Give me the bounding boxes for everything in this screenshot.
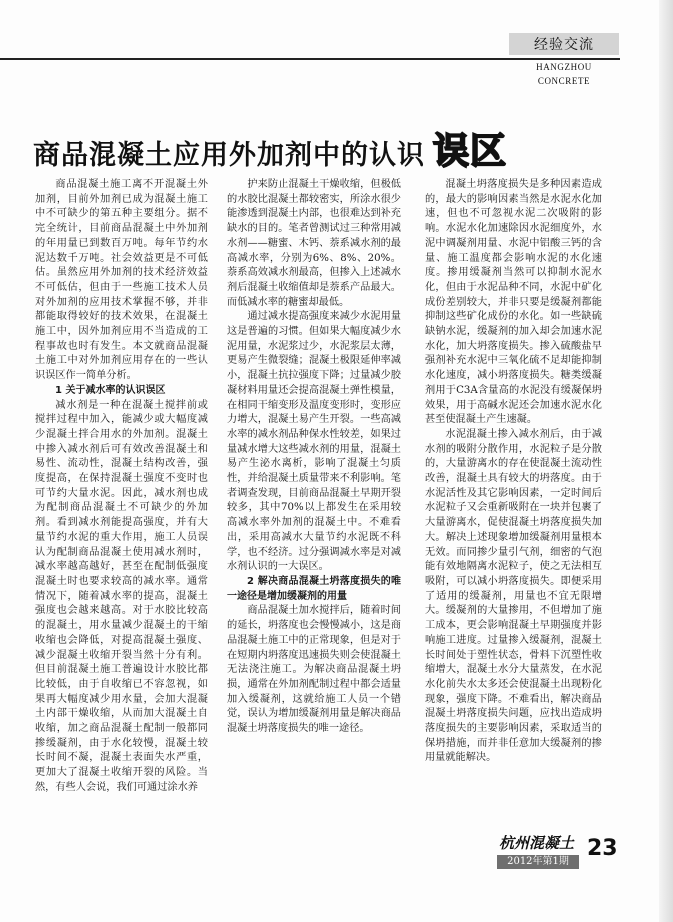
paragraph: 水泥混凝土掺入减水剂后，由于减水剂的吸附分散作用，水泥粒子是分散的，大量游离水的存在使混凝土流动性改善，混凝土具有较大的坍落度。由于水泥活性及其它影响因素，一定时间后水泥粒子又会重新吸附在一块并包裹了大量游离水，促使混凝土坍落度损失加大。解决上述现象增加缓凝剂用量根本无效。而同掺少量引气剂，细密的气泡能有效地隔离水泥粒子，使之无法相互吸附，可以减小坍落度损失。即便采用了适用的缓凝剂，用量也不宜无限增大。缓凝剂的大量掺用，不但增加了施工成本，更会影响混凝土早期强度并影响施工进度。过量掺入缓凝剂，混凝土长时间处于塑性状态，骨料下沉塑性收缩增大，混凝土水分大量蒸发，在水泥水化前失水太多还会使混凝土出现粉化现象，强度下降。不难看出，解决商品混凝土坍落度损失问题，应找出造成坍落度损失的主要影响因素，采取适当的保坍措施，而并非任意加大缓凝剂的掺用量就能解决。: [425, 428, 602, 764]
article-title-emphasis: 误区: [433, 131, 508, 172]
section-subtitle: HANGZHOU CONCRETE: [536, 62, 592, 86]
magazine-brand: 杭州混凝土: [499, 834, 575, 852]
text-column-2: [227, 178, 401, 737]
paragraph: 商品混凝土加水搅拌后，随着时间的延长，坍落度也会慢慢减小，这是商品混凝土施工中的正常现象，但是对于在短期内坍落度迅速损失则会使混凝土无法浇注施工。为解决商品混凝土坍损，通常在外加剂配制过程中都会适量加入缓凝剂，这就给施工人员一个错觉，误认为增加缓凝剂用量是解决商品混凝土坍落度损失的唯一途径。: [227, 605, 401, 735]
article-title-main: 商品混凝土应用外加剂中的认识: [33, 140, 425, 171]
paragraph: 混凝土坍落度损失是多种因素造成的，最大的影响因素当然是水泥水化加速，但也不可忽视水泥二次吸附的影响。水泥水化加速除因水泥细度外，水泥中调凝剂用量、水泥中铝酸三钙的含量、施工温度都会影响水泥的水化速度。掺用缓凝剂当然可以抑制水泥水化，但由于水泥品种不同，水泥中矿化成份差别较大，并非只要是缓凝剂都能抑制这些矿化成份的水化。如一些缺硫缺钠水泥，缓凝剂的加入却会加速水泥水化，加大坍落度损失。掺入硫酸盐早强剂补充水泥中三氧化硫不足却能抑制水化速度，减小坍落度损失。糖类缓凝剂用于C3A含量高的水泥没有缓凝保坍效果，用于高碱水泥还会加速水泥水化甚至使混凝土产生速凝。: [425, 179, 602, 426]
page-edge-shadow: [659, 0, 673, 922]
section-heading-1: 1 关于减水率的认识误区: [55, 384, 166, 396]
text-column-3: [425, 178, 602, 766]
section-heading-2: 2 解决商品混凝土坍落度损失的唯一途径是增加缓凝剂的用量: [227, 575, 401, 602]
text-column-1: [35, 178, 208, 796]
paragraph: 减水剂是一种在混凝土搅拌前或搅拌过程中加入，能减少或大幅度减少混凝土拌合用水的外加剂。混凝土中掺入减水剂后可有效改善混凝土和易性、流动性，混凝土结构改善，强度提高，在保持混凝土强度不变时也可节约大量水泥。因此，减水剂也成为配制商品混凝土不可缺少的外加剂。看到减水剂能提高强度，并有大量节约水泥的重大作用，施工人员误认为配制商品混凝土使用减水剂时，减水率越高越好，甚至在配制低强度混凝土时也要求较高的减水率。通常情况下，随着减水率的提高，混凝土强度也会越来越高。对于水胶比较高的混凝土，用水量减少混凝土的干缩收缩也会降低，对提高混凝土强度、减少混凝土收缩开裂当然十分有利。但目前混凝土施工普遍设计水胶比都比较低，由于自收缩已不容忽视，如果再大幅度减少用水量，会加大混凝土内部干燥收缩，从而加大混凝土自收缩，加之商品混凝土配制一般都同掺缓凝剂，由于水化较慢，混凝土较长时间不凝，混凝土表面失水严重，更加大了混凝土收缩开裂的风险。当然，有些人会说，我们可通过涂水养: [35, 399, 208, 793]
section-label: 经验交流: [509, 33, 619, 55]
issue-label: 2012年第1期: [497, 855, 579, 869]
page-number: 23: [587, 836, 618, 861]
paragraph: 护来防止混凝土干燥收缩，但极低的水胶比混凝土都较密实，所涂水很少能渗透到混凝土内部，也很难达到补充缺水的目的。笔者曾测试过三种常用减水剂——糖蜜、木钙、萘系减水剂的最高减水率，分别为6%、8%、20%。萘系高效减水剂最高，但掺入上述减水剂后混凝土收缩值却是萘系产品最大。而低减水率的糖蜜却最低。: [227, 179, 401, 308]
paragraph: 通过减水提高强度来减少水泥用量这是普遍的习惯。但如果大幅度减少水泥用量，水泥浆过少，水泥浆层太薄，更易产生微裂缝；混凝土极限延伸率减小，混凝土抗拉强度下降；过量减少胶凝材料用量还会提高混凝土弹性模量，在相同干缩变形及温度变形时，变形应力增大，混凝土易产生开裂。一些高减水率的减水剂品种保水性较差，如果过量减水增大这些减水剂的用量，混凝土易产生泌水离析，影响了混凝土匀质性，并给混凝土质量带来不利影响。笔者调查发现，目前商品混凝土早期开裂较多，其中70%以上都发生在采用较高减水率外加剂的混凝土中。不难看出，采用高减水大量节约水泥既不科学，也不经济。过分强调减水率是对减水剂认识的一大误区。: [227, 311, 401, 573]
paragraph: 商品混凝土施工离不开混凝土外加剂，目前外加剂已成为混凝土施工中不可缺少的第五种主要组分。据不完全统计，目前商品混凝土中外加剂的年用量已到数百万吨。每年节约水泥达数千万吨。社会效益更是不可低估。虽然应用外加剂的技术经济效益不可低估，但由于一些施工技术人员对外加剂的应用技术掌握不够，并非都能取得较好的技术效果，在混凝土施工中，因外加剂应用不当造成的工程事故也时有发生。本文就商品混凝土施工中对外加剂应用存在的一些认识误区作一简单分析。: [35, 179, 208, 382]
article-title: [33, 128, 507, 172]
